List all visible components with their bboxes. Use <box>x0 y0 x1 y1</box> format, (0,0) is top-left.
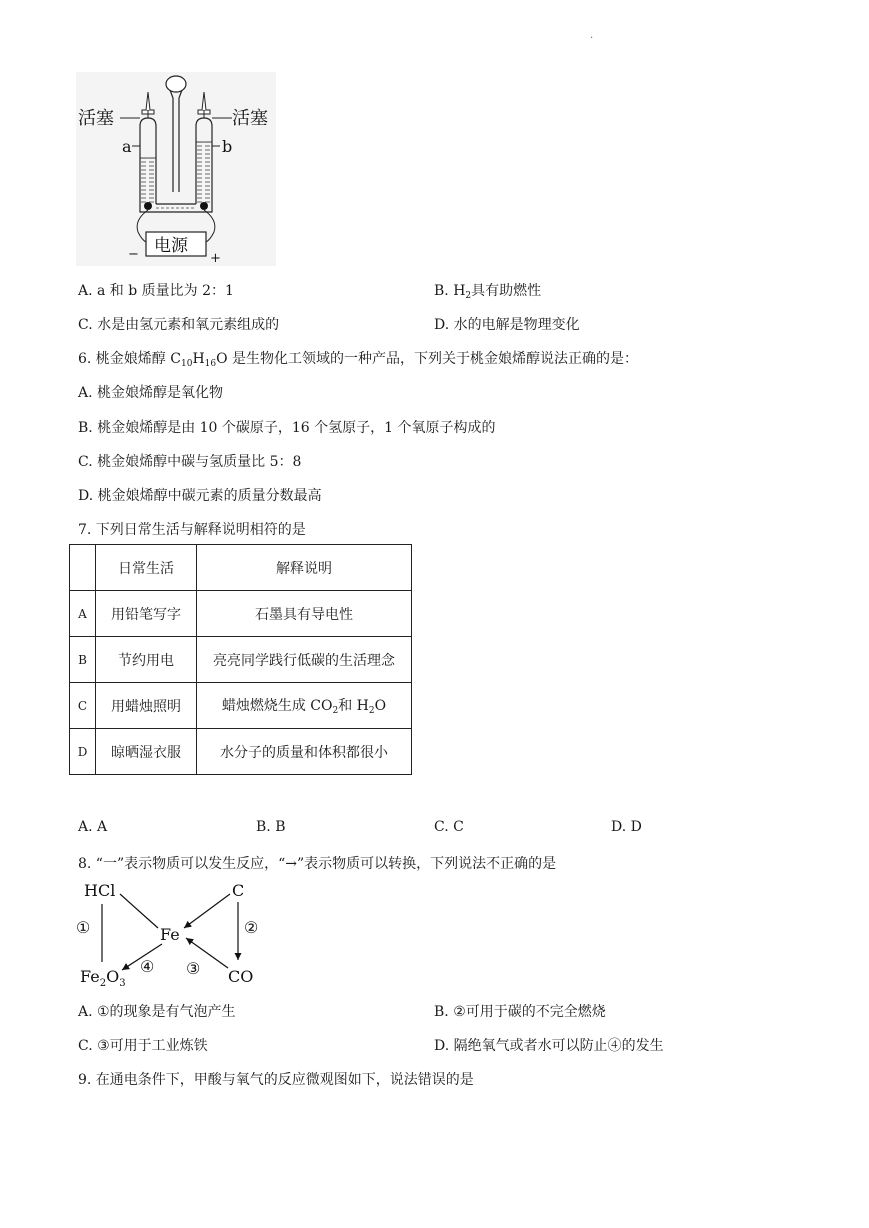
q5-option-d: D. 水的电解是物理变化 <box>434 317 580 333</box>
label-2: ② <box>244 918 259 937</box>
arrow-c-fe <box>184 894 230 928</box>
q5-option-c: C. 水是由氢元素和氧元素组成的 <box>78 317 280 333</box>
table-header-cell: 日常生活 <box>96 545 197 591</box>
table-cell-key: A <box>70 591 96 637</box>
q6-stem: 6. 桃金娘烯醇 $C_{10}H_{16}O$ 是生物化工领域的一种产品，下列关于桃金娘烯醇说法正确的是： <box>78 351 639 369</box>
right-tube-water <box>197 142 211 204</box>
q6-option-c: C. 桃金娘烯醇中碳与氢质量比 5：8 <box>78 454 302 470</box>
table-header-row <box>70 545 412 591</box>
left-electrode <box>144 202 152 210</box>
q8-reaction-diagram <box>76 878 276 990</box>
q7-option-d: D. D <box>611 819 642 835</box>
q9-stem: 9. 在通电条件下，甲酸与氧气的反应微观图如下，说法错误的是 <box>78 1072 474 1088</box>
node-hcl: HCl <box>84 881 116 900</box>
page-dot: . <box>590 30 594 41</box>
q7-option-b: B. B <box>256 819 286 835</box>
q5-option-a: A. a 和 b 质量比为 2：1 <box>78 283 234 299</box>
q5-option-b: B. $H_2$具有助燃性 <box>434 283 542 301</box>
table-cell-explain: 石墨具有导电性 <box>197 591 412 637</box>
q8-option-c: C. ③可用于工业炼铁 <box>78 1038 208 1054</box>
reservoir-bulb <box>166 76 186 92</box>
q7-option-c: C. C <box>434 819 464 835</box>
label-3: ③ <box>186 959 201 978</box>
electrolysis-apparatus-figure <box>76 72 276 266</box>
table-cell-explain: 水分子的质量和体积都很小 <box>197 729 412 775</box>
q8-stem: 8. “一”表示物质可以发生反应，“→”表示物质可以转换，下列说法不正确的是 <box>78 856 557 872</box>
table-cell-key: C <box>70 683 96 729</box>
q6-option-d: D. 桃金娘烯醇中碳元素的质量分数最高 <box>78 488 322 504</box>
label-1: ① <box>76 918 91 937</box>
table-cell-key: B <box>70 637 96 683</box>
table-cell-life: 晾晒湿衣服 <box>96 729 197 775</box>
q6-option-a: A. 桃金娘烯醇是氧化物 <box>78 385 224 401</box>
table-row <box>70 591 412 637</box>
line-hcl-fe <box>120 894 158 928</box>
power-source-label: 电源 <box>154 236 188 256</box>
node-fe: Fe <box>160 925 180 944</box>
table-cell-explain: 亮亮同学践行低碳的生活理念 <box>197 637 412 683</box>
node-fe2o3: $Fe_2O_3$ <box>80 967 126 989</box>
q8-option-a: A. ①的现象是有气泡产生 <box>78 1004 236 1020</box>
q8-option-b: B. ②可用于碳的不完全燃烧 <box>434 1004 606 1020</box>
node-co: CO <box>228 967 254 986</box>
stopcock-right-label: 活塞 <box>232 108 268 129</box>
node-c: C <box>232 881 245 900</box>
left-tube-water <box>141 158 155 204</box>
table-cell-life: 用铅笔写字 <box>96 591 197 637</box>
label-4: ④ <box>140 957 155 976</box>
table-row <box>70 637 412 683</box>
right-electrode <box>200 202 208 210</box>
table-cell-explain: 蜡烛燃烧生成 $CO_2$和 $H_2O$ <box>197 683 412 729</box>
table-cell-life: 用蜡烛照明 <box>96 683 197 729</box>
q7-stem: 7. 下列日常生活与解释说明相符的是 <box>78 522 306 538</box>
table-cell-key: D <box>70 729 96 775</box>
table-header-cell <box>70 545 96 591</box>
minus-terminal: − <box>128 247 139 262</box>
stopcock-left-label: 活塞 <box>78 108 114 129</box>
table-row <box>70 729 412 775</box>
q7-table <box>69 544 412 775</box>
q6-option-b: B. 桃金娘烯醇是由 10 个碳原子，16 个氢原子，1 个氧原子构成的 <box>78 420 496 436</box>
tube-a-label: a <box>122 137 132 156</box>
tube-b-label: b <box>222 137 233 156</box>
q8-option-d: D. 隔绝氧气或者水可以防止④的发生 <box>434 1038 664 1054</box>
table-row <box>70 683 412 729</box>
q7-option-a: A. A <box>78 819 108 835</box>
plus-terminal: + <box>210 251 221 266</box>
table-header-cell: 解释说明 <box>197 545 412 591</box>
table-cell-life: 节约用电 <box>96 637 197 683</box>
